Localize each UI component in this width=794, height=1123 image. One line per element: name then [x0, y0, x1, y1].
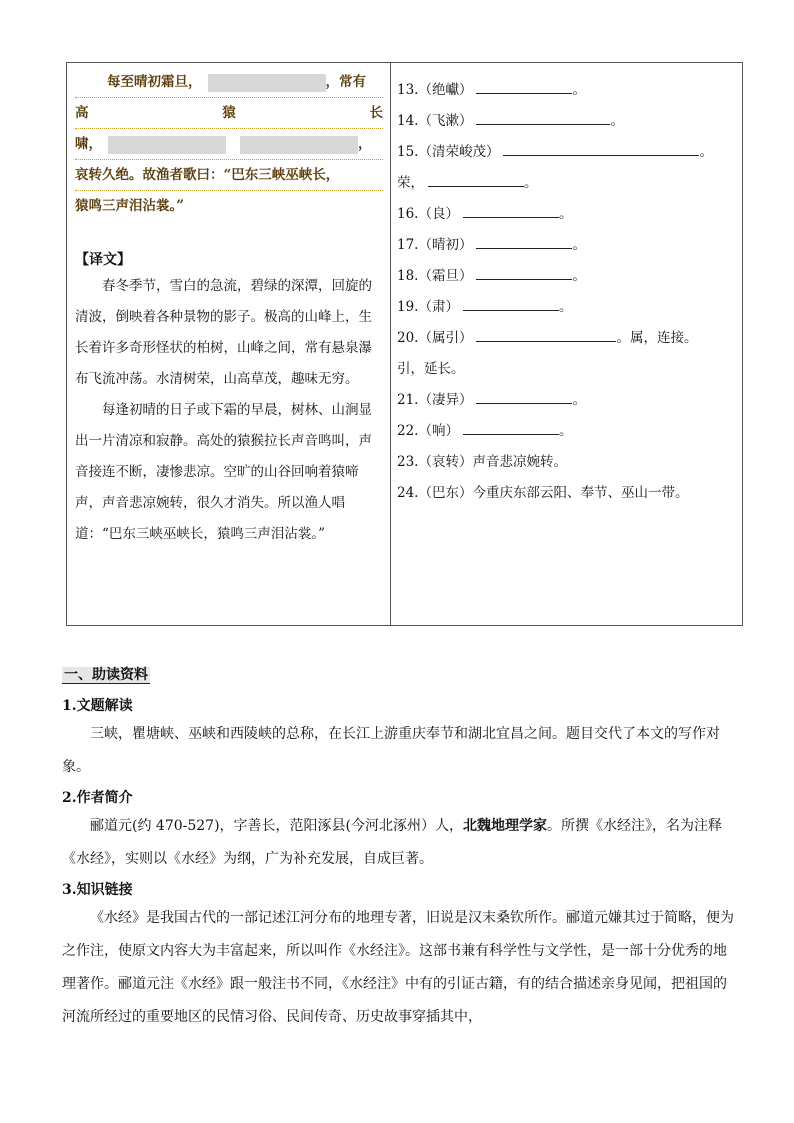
- note-word: （巴东）今重庆东部云阳、奉节、巫山一带。: [418, 485, 689, 501]
- note-number: 14.: [397, 113, 419, 129]
- note-item: [397, 75, 737, 106]
- note-suffix: 。: [558, 423, 573, 439]
- note-number: 20.: [397, 330, 419, 346]
- answer-blank[interactable]: [476, 108, 610, 125]
- fill-blank[interactable]: [108, 136, 226, 154]
- note-word: （良）: [418, 206, 459, 222]
- note-number: 13.: [397, 82, 419, 98]
- subsection-title: 1.文题解读: [62, 698, 133, 714]
- original-text-segment: ，常有: [325, 74, 366, 90]
- note-number: 23.: [397, 454, 419, 470]
- answer-blank[interactable]: [463, 201, 559, 218]
- original-text-segment: 哀转久绝。故渔者歌曰：“巴东三峡巫峡长，: [75, 167, 340, 183]
- note-suffix: 。: [699, 144, 713, 160]
- note-word: （哀转）声音悲凉婉转。: [418, 454, 567, 470]
- note-item: [397, 354, 737, 385]
- section-body: [62, 694, 738, 1034]
- note-item: [397, 230, 737, 261]
- note-suffix: 。: [610, 113, 624, 129]
- note-suffix: 。: [524, 175, 538, 191]
- note-item: [397, 292, 737, 323]
- note-item: [397, 261, 737, 292]
- note-item: [397, 199, 737, 230]
- note-suffix: 。: [572, 82, 586, 98]
- original-text-segment: 啸，: [75, 136, 102, 152]
- author-highlight: 北魏地理学家: [463, 818, 548, 834]
- original-text-segment: ，: [358, 136, 372, 152]
- answer-blank[interactable]: [503, 139, 699, 156]
- answer-blank[interactable]: [476, 387, 572, 404]
- note-item: [397, 106, 737, 137]
- section-title: [62, 664, 738, 686]
- note-word: （清荣峻茂）: [418, 144, 500, 160]
- original-line: [75, 129, 383, 160]
- original-line: [75, 191, 383, 221]
- subsection-text: 三峡，瞿塘峡、巫峡和西陵峡的总称，在长江上游重庆奉节和湖北宜昌之间。题目交代了本文的写作对象。: [62, 726, 720, 775]
- note-word: 引，延长。: [397, 361, 465, 377]
- note-word: （属引）: [418, 330, 473, 346]
- left-column: [75, 67, 383, 550]
- subsection-title: 2.作者简介: [62, 790, 133, 806]
- note-suffix: 。: [558, 299, 573, 315]
- note-item: [397, 385, 737, 416]
- translation-heading: 【译文】: [75, 252, 131, 268]
- note-number: 19.: [397, 299, 419, 315]
- translation-paragraph: 每逢初晴的日子或下霜的早晨，树林、山涧显出一片清凉和寂静。高处的猿猴拉长声音鸣叫，声音接连不断，凄惨悲凉。空旷的山谷回响着猿啼声，声音悲凉婉转，很久才消失。所以渔人唱道：“巴东三峡巫峡长，猿鸣三声泪沾裳。”: [75, 402, 372, 542]
- note-suffix: 。: [572, 237, 586, 253]
- fill-blank[interactable]: [208, 74, 326, 92]
- note-suffix: 。: [572, 392, 586, 408]
- note-item: [397, 137, 737, 168]
- note-item: [397, 478, 737, 509]
- section-title-text: 一、助读资料: [64, 667, 148, 683]
- note-word: （霜旦）: [418, 268, 473, 284]
- translation-paragraph: 春冬季节，雪白的急流，碧绿的深潭，回旋的清波，倒映着各种景物的影子。极高的山峰上，生长着许多奇形怪状的柏树，山峰之间，常有悬泉瀑布飞流冲荡。水清树荣，山高草茂，趣味无穷。: [75, 278, 372, 387]
- note-word: （肃）: [418, 299, 459, 315]
- note-number: 18.: [397, 268, 419, 284]
- note-suffix: 。属，连接。: [616, 330, 698, 346]
- table-divider: [390, 63, 391, 625]
- author-text: 。所撰《水经注》，名为注释《水经》，实则以《水经》为纲，广为补充发展，自成巨著。: [62, 818, 723, 867]
- original-line: [75, 67, 383, 98]
- note-number: 21.: [397, 392, 419, 408]
- original-text-segment: 每至晴初霜旦，: [107, 74, 202, 90]
- original-text: [75, 67, 383, 221]
- note-number: 24.: [397, 485, 419, 501]
- content-table: [66, 62, 743, 626]
- note-word: （飞漱）: [418, 113, 473, 129]
- note-number: 16.: [397, 206, 419, 222]
- author-text: 郦道元(约 470-527)，字善长，范阳涿县(今河北涿州）人，: [90, 818, 464, 834]
- original-text-segment: 高: [75, 105, 89, 121]
- fill-blank[interactable]: [240, 136, 358, 154]
- note-number: 15.: [397, 144, 419, 160]
- answer-blank[interactable]: [476, 77, 572, 94]
- note-suffix: 。: [572, 268, 586, 284]
- original-line: [75, 160, 383, 191]
- answer-blank[interactable]: [463, 294, 559, 311]
- note-word: （响）: [418, 423, 459, 439]
- note-item: [397, 416, 737, 447]
- answer-blank[interactable]: [476, 232, 572, 249]
- note-word: 荣，: [397, 175, 424, 191]
- note-word: （绝巘）: [418, 82, 473, 98]
- translation-text: [75, 271, 383, 550]
- note-suffix: 。: [558, 206, 573, 222]
- subsection-text: 《水经》是我国古代的一部记述江河分布的地理专著，旧说是汉末桑钦所作。郦道元嫌其过于简略，便为之作注，使原文内容大为丰富起来，所以叫作《水经注》。这部书兼有科学性与文学性，是一部十分优秀的地理著作。郦道元注《水经》跟一般注书不同，《水经注》中有的引证古籍，有的结合描述亲身见闻，把祖国的河流所经过的重要地区的民情习俗、民间传奇、历史故事穿插其中，: [62, 910, 734, 1025]
- answer-blank[interactable]: [476, 263, 572, 280]
- note-item: [397, 168, 737, 199]
- original-text-segment: 猿: [222, 105, 236, 121]
- answer-blank[interactable]: [476, 325, 616, 342]
- note-item: [397, 323, 737, 354]
- original-line: [75, 98, 383, 129]
- original-text-segment: 猿鸣三声泪沾裳。”: [75, 198, 185, 214]
- note-word: （凄异）: [418, 392, 473, 408]
- subsection-text: [62, 810, 738, 876]
- right-column: [397, 75, 737, 509]
- answer-blank[interactable]: [428, 170, 524, 187]
- note-word: （晴初）: [418, 237, 473, 253]
- note-item: [397, 447, 737, 478]
- note-number: 17.: [397, 237, 419, 253]
- subsection-title: 3.知识链接: [62, 882, 133, 898]
- original-text-segment: 长: [369, 105, 383, 121]
- note-number: 22.: [397, 423, 419, 439]
- answer-blank[interactable]: [463, 418, 559, 435]
